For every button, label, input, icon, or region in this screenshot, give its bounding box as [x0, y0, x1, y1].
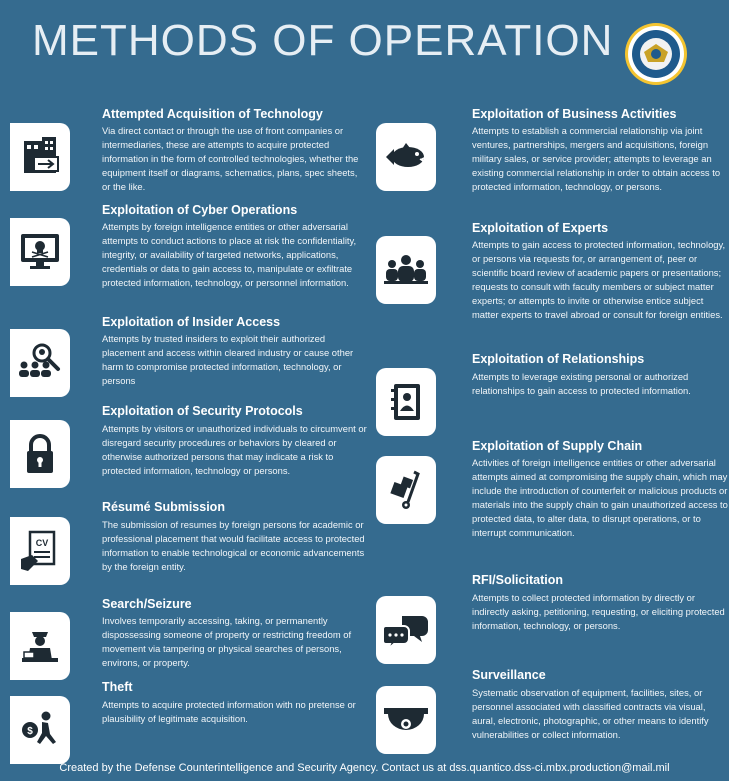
entry-title: Exploitation of Cyber Operations — [102, 203, 298, 217]
skull-monitor-icon — [18, 230, 62, 274]
entry-title: Search/Seizure — [102, 597, 192, 611]
dcsa-seal-icon — [624, 22, 688, 86]
icon-box-search — [10, 612, 70, 680]
thief-icon — [18, 708, 62, 752]
icon-box-relationships — [376, 368, 436, 436]
entry-text: The submission of resumes by foreign persons for academic or professional placement that would facilitate access to protected information to enable technological or economic advancements by the foreign entity. — [102, 519, 365, 572]
entry-text: Systematic observation of equipment, facilities, sites, or personnel associated with classified contracts via visual, aural, electronic, photographic, or other means to identify vulnerabilities or collect information. — [472, 687, 709, 740]
entry-title: Attempted Acquisition of Technology — [102, 107, 323, 121]
entry-text: Attempts to leverage existing personal or authorized relationships to gain access to protected information. — [472, 371, 691, 396]
entry-text: Activities of foreign intelligence entities or other adversarial attempts aimed at compromising the supply chain, which may include the introduction of counterfeit or malicious products or materials into the supply chain to gain unauthorized access to protected data, to alter data, to disrupt operations, or to interrupt communication. — [472, 457, 728, 538]
icon-box-rfi — [376, 596, 436, 664]
svg-text:$: $ — [27, 726, 33, 737]
entry-text: Attempts by foreign intelligence entities or other adversarial attempts to conduct actions to place at risk the confidentiality, integrity, or availability of targeted networks, applications, credentials or data to gain access to, manipulate or exfiltrate protected information, technology, or personnel information. — [102, 221, 357, 288]
icon-box-theft — [10, 696, 70, 764]
cv-document-icon — [18, 529, 62, 573]
footer-credit: Created by the Defense Counterintelligence and Security Agency. Contact us at dss.quantico.dss-ci.mbx.production@mail.mil — [59, 762, 670, 774]
entry-text: Attempts by trusted insiders to exploit their authorized placement and access within cleared industry or cause other harm to compromise protected information, technology, or persons — [102, 333, 354, 386]
entry-text: Attempts to gain access to protected information, technology, or persons via requests for, or arrangement of, peer or scientific board review of academic papers or presentations; requests to consult with faculty members or subject matter experts; or attempts to invite or otherwise entice subject matter experts to travel abroad or consult for foreign entities. — [472, 239, 726, 320]
icon-box-surveillance — [376, 686, 436, 754]
icon-box-security — [10, 420, 70, 488]
entry-text: Attempts to acquire protected information with no pretense or plausibility of legitimate acquisition. — [102, 699, 356, 724]
entry-title: Exploitation of Relationships — [472, 352, 645, 366]
fish-icon — [382, 137, 430, 177]
officer-search-icon — [18, 624, 62, 668]
dome-camera-icon — [382, 700, 430, 740]
icon-box-cyber — [10, 218, 70, 286]
entry-text: Involves temporarily accessing, taking, or permanently dispossessing someone of property or restricting freedom of movement via tampering or physical searches of persons, environs, or property. — [102, 615, 352, 668]
entry-text: Attempts to collect protected information by directly or indirectly asking, petitioning, requesting, or eliciting protected information, technology, or persons. — [472, 592, 725, 631]
contact-book-icon — [384, 380, 428, 424]
padlock-icon — [18, 432, 62, 476]
hand-truck-icon — [384, 468, 428, 512]
entry-title: Surveillance — [472, 668, 546, 682]
entry-title: Exploitation of Supply Chain — [472, 439, 643, 453]
icon-box-resume — [10, 517, 70, 585]
icon-box-insider — [10, 329, 70, 397]
svg-text:CV: CV — [35, 538, 49, 548]
entry-title: Exploitation of Insider Access — [102, 315, 281, 329]
icon-box-experts — [376, 236, 436, 304]
icon-box-business — [376, 123, 436, 191]
entry-text: Attempts by visitors or unauthorized individuals to circumvent or disregard security procedures or behaviors by cleared or otherwise authorized persons that may indicate a risk to protected information, technology or persons. — [102, 423, 367, 476]
entry-title: RFI/Solicitation — [472, 573, 563, 587]
entry-title: Theft — [102, 680, 133, 694]
entry-title: Exploitation of Experts — [472, 221, 609, 235]
entry-title: Exploitation of Security Protocols — [102, 404, 303, 418]
entry-text: Attempts to establish a commercial relationship via joint ventures, partnerships, mergers and acquisitions, foreign military sales, or service provider; attempts to leverage an existing commercial relationship in order to obtain access to protected information, technology, or persons. — [472, 125, 721, 192]
speech-bubbles-icon — [382, 608, 430, 652]
group-people-icon — [382, 250, 430, 290]
entry-title: Résumé Submission — [102, 500, 225, 514]
page-title: METHODS OF OPERATION — [32, 16, 614, 65]
entry-title: Exploitation of Business Activities — [472, 107, 677, 121]
insider-search-icon — [16, 341, 64, 385]
entry-text: Via direct contact or through the use of front companies or intermediaries, these are attempts to acquire protected information in the form of controlled technologies, whether the equipment itself or diagrams, schematics, plans, spec sheets, or the like. — [102, 125, 359, 192]
icon-box-supply-chain — [376, 456, 436, 524]
icon-box-acquisition — [10, 123, 70, 191]
building-arrow-icon — [18, 135, 62, 179]
